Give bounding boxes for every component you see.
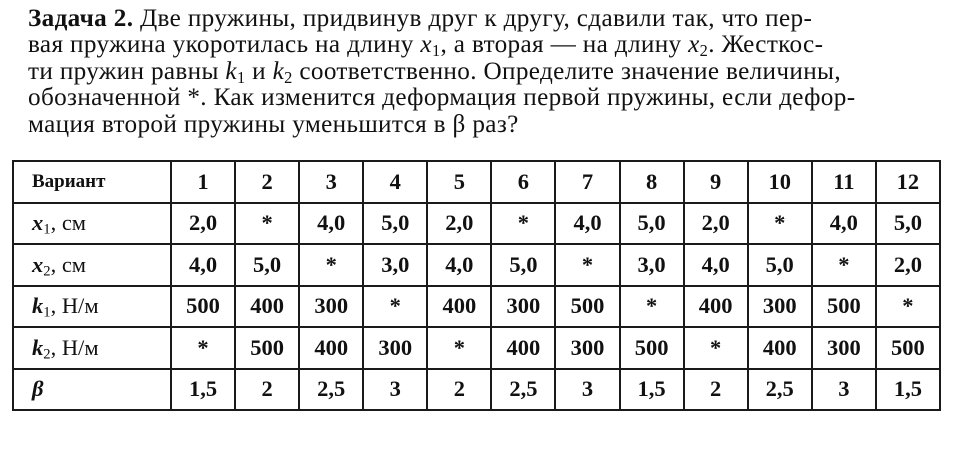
problem-line-2: [28, 31, 940, 61]
value-cell: 5,0: [491, 244, 555, 286]
value-cell: 2: [235, 369, 299, 411]
value-cell: 2,5: [748, 369, 812, 411]
variant-number-cell: 5: [427, 161, 491, 203]
table-row: [13, 369, 940, 411]
row-variable: β: [32, 376, 44, 402]
value-cell: 3: [812, 369, 876, 411]
value-cell: 4,0: [812, 203, 876, 245]
value-cell: *: [748, 203, 812, 245]
value-cell: *: [491, 203, 555, 245]
row-label-cell: [13, 369, 171, 411]
problem-line-5: [28, 112, 940, 138]
value-cell: 4,0: [299, 203, 363, 245]
row-unit: , см: [50, 251, 87, 277]
row-label-cell: [13, 327, 171, 369]
problem-heading: Задача 2.: [28, 5, 134, 32]
value-cell: 400: [684, 286, 748, 328]
value-cell: 4,0: [171, 244, 235, 286]
value-cell: 400: [491, 327, 555, 369]
value-cell: 3,0: [620, 244, 684, 286]
line-text: . Жесткос-: [708, 31, 824, 59]
value-cell: 2,5: [491, 369, 555, 411]
value-cell: 400: [299, 327, 363, 369]
line-text: ти пружин равны: [28, 57, 226, 85]
value-cell: *: [299, 244, 363, 286]
table-row: [13, 286, 940, 328]
value-cell: *: [620, 286, 684, 328]
value-cell: 1,5: [876, 369, 940, 411]
variant-number-cell: 11: [812, 161, 876, 203]
value-cell: 1,5: [620, 369, 684, 411]
value-cell: 500: [555, 286, 619, 328]
row-unit: , Н/м: [50, 334, 99, 360]
line-text: вая пружина укоротилась на длину: [28, 31, 421, 59]
value-cell: 2,0: [684, 203, 748, 245]
value-cell: 300: [363, 327, 427, 369]
value-cell: *: [812, 244, 876, 286]
problem-line-4: [28, 85, 940, 111]
value-cell: 4,0: [684, 244, 748, 286]
variant-number-cell: 9: [684, 161, 748, 203]
value-cell: 2: [427, 369, 491, 411]
value-cell: 400: [427, 286, 491, 328]
value-cell: 2,0: [876, 244, 940, 286]
line-text: и: [245, 57, 273, 85]
variable: k: [272, 57, 285, 85]
variable: x: [688, 31, 700, 59]
value-cell: 2: [684, 369, 748, 411]
value-cell: 5,0: [620, 203, 684, 245]
value-cell: 5,0: [235, 244, 299, 286]
value-cell: 400: [748, 327, 812, 369]
value-cell: 500: [876, 327, 940, 369]
row-unit: , см: [50, 210, 87, 236]
line-text: мация второй пружины уменьшится в β раз?: [28, 110, 519, 138]
value-cell: 4,0: [427, 244, 491, 286]
variant-number-cell: 7: [555, 161, 619, 203]
line-text: обозначенной *. Как изменится деформация первой пружины, если дефор-: [28, 84, 856, 112]
value-cell: 300: [748, 286, 812, 328]
value-cell: 300: [299, 286, 363, 328]
variant-number-cell: 3: [299, 161, 363, 203]
problem-line-3: [28, 59, 940, 85]
value-cell: 4,0: [555, 203, 619, 245]
value-cell: 500: [620, 327, 684, 369]
value-cell: 5,0: [363, 203, 427, 245]
table-row: [13, 203, 940, 245]
variable: x: [420, 31, 432, 59]
value-cell: *: [427, 327, 491, 369]
variant-number-cell: 2: [235, 161, 299, 203]
variant-number-cell: 4: [363, 161, 427, 203]
value-cell: *: [171, 327, 235, 369]
row-unit: , Н/м: [50, 293, 99, 319]
line-text: Две пружины, придвинув друг к другу, сдавили так, что пер-: [140, 5, 813, 32]
variant-number-cell: 12: [876, 161, 940, 203]
variant-number-cell: 1: [171, 161, 235, 203]
variant-number-cell: 10: [748, 161, 812, 203]
variant-number-cell: 6: [491, 161, 555, 203]
subscript: 1: [236, 67, 246, 87]
table-row: [13, 244, 940, 286]
row-label-cell: [13, 203, 171, 245]
line-text: , а вторая — на длину: [440, 31, 689, 59]
value-cell: 2,0: [427, 203, 491, 245]
value-cell: 300: [555, 327, 619, 369]
value-cell: 300: [491, 286, 555, 328]
value-cell: 2,0: [171, 203, 235, 245]
value-cell: *: [555, 244, 619, 286]
value-cell: *: [363, 286, 427, 328]
row-variable: k: [32, 293, 44, 319]
row-variable: k: [32, 334, 44, 360]
value-cell: 2,5: [299, 369, 363, 411]
problem-text: [28, 6, 940, 138]
value-cell: 3: [363, 369, 427, 411]
row-subscript: 1: [43, 304, 51, 321]
value-cell: 5,0: [876, 203, 940, 245]
value-cell: *: [235, 203, 299, 245]
problem-line-1: [28, 6, 940, 32]
row-subscript: 2: [43, 263, 51, 280]
value-cell: 500: [812, 286, 876, 328]
table-header-row: [13, 161, 940, 203]
row-variable: x: [32, 251, 44, 277]
table-row: [13, 327, 940, 369]
value-cell: 500: [235, 327, 299, 369]
value-cell: 5,0: [748, 244, 812, 286]
row-label-cell: [13, 286, 171, 328]
value-cell: *: [684, 327, 748, 369]
subscript: 2: [699, 41, 709, 61]
value-cell: *: [876, 286, 940, 328]
value-cell: 3: [555, 369, 619, 411]
value-cell: 3,0: [363, 244, 427, 286]
subscript: 2: [284, 67, 293, 87]
variant-number-cell: 8: [620, 161, 684, 203]
row-variable: x: [32, 210, 44, 236]
value-cell: 300: [812, 327, 876, 369]
value-cell: 400: [235, 286, 299, 328]
variable: k: [225, 57, 237, 85]
variants-table: [12, 160, 941, 411]
line-text: соответственно. Определите значение величины,: [292, 57, 841, 85]
row-subscript: 1: [43, 221, 51, 238]
row-label-cell: [13, 244, 171, 286]
value-cell: 1,5: [171, 369, 235, 411]
value-cell: 500: [171, 286, 235, 328]
header-label-cell: Вариант: [13, 161, 171, 203]
row-subscript: 2: [43, 346, 51, 363]
subscript: 1: [431, 41, 441, 61]
